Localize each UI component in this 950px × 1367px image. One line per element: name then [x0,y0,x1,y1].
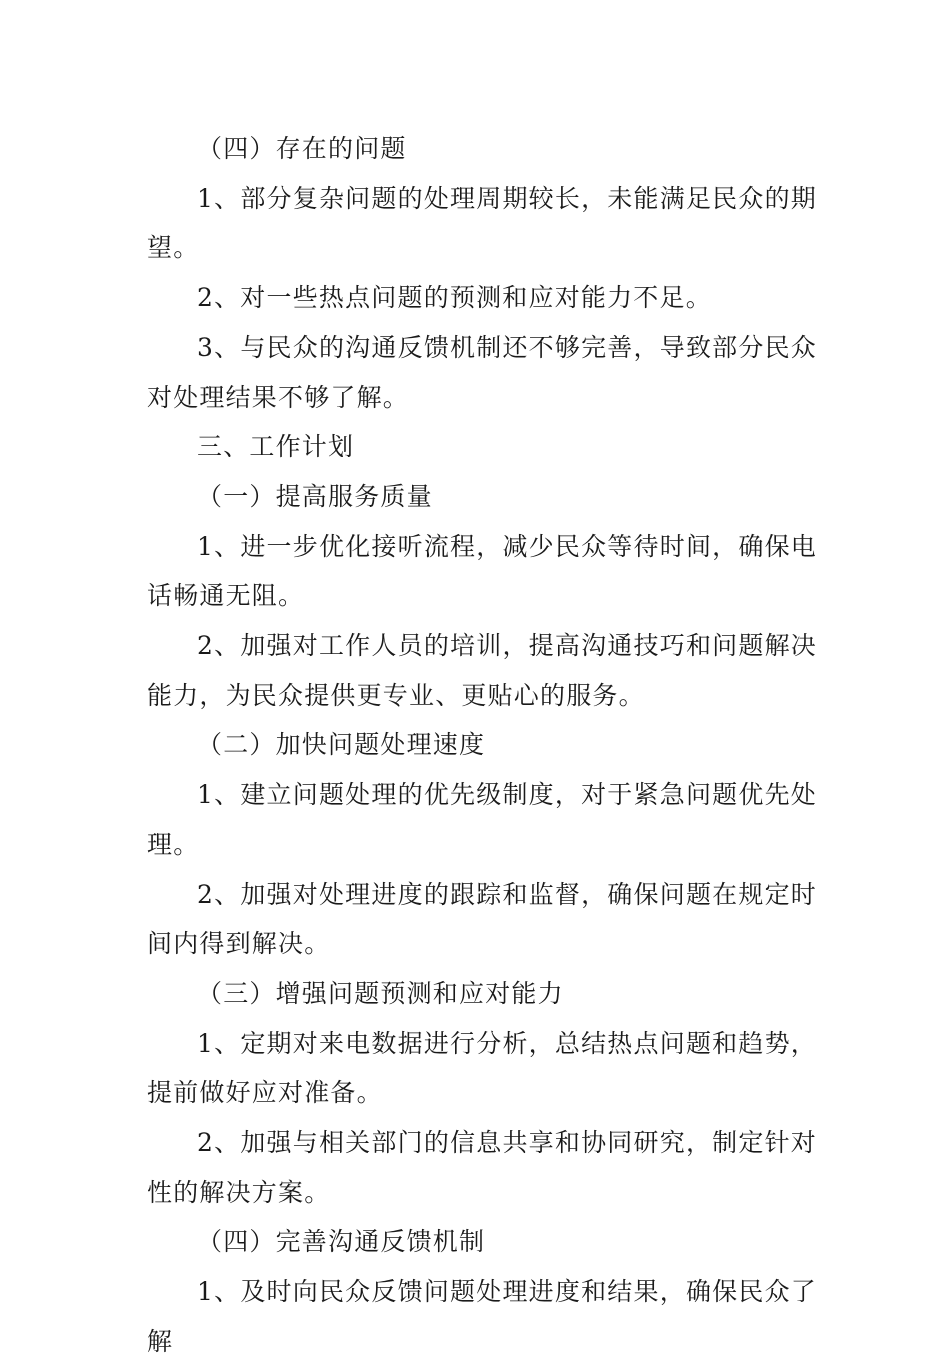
paragraph-feedback-1: 1、及时向民众反馈问题处理进度和结果，确保民众了解 [147,1277,817,1356]
section-heading-work-plan: 三、工作计划 [197,432,355,462]
paragraph-prediction-1: 1、定期对来电数据进行分析，总结热点问题和趋势，提前做好应对准备。 [147,1028,817,1108]
subheading-service-quality: （一）提高服务质量 [197,481,433,511]
paragraph-problem-3: 3、与民众的沟通反馈机制还不够完善，导致部分民众对处理结果不够了解。 [147,332,817,412]
paragraph-prediction-2: 2、加强与相关部门的信息共享和协同研究，制定针对性的解决方案。 [147,1128,817,1207]
paragraph-speed-1: 1、建立问题处理的优先级制度，对于紧急问题优先处理。 [147,780,817,859]
section-heading-existing-problems: （四）存在的问题 [197,134,407,163]
paragraph-service-2: 2、加强对工作人员的培训，提高沟通技巧和问题解决能力，为民众提供更专业、更贴心的服务。 [147,631,817,710]
paragraph-speed-2: 2、加强对处理进度的跟踪和监督，确保问题在规定时间内得到解决。 [147,879,817,959]
subheading-processing-speed: （二）加快问题处理速度 [197,730,486,760]
subheading-feedback: （四）完善沟通反馈机制 [197,1227,486,1257]
subheading-prediction: （三）增强问题预测和应对能力 [197,978,564,1008]
paragraph-problem-2: 2、对一些热点问题的预测和应对能力不足。 [197,283,712,313]
paragraph-problem-1: 1、部分复杂问题的处理周期较长，未能满足民众的期望。 [147,183,817,263]
paragraph-service-1: 1、进一步优化接听流程，减少民众等待时间，确保电话畅通无阻。 [147,531,817,611]
document-body [147,124,817,1367]
